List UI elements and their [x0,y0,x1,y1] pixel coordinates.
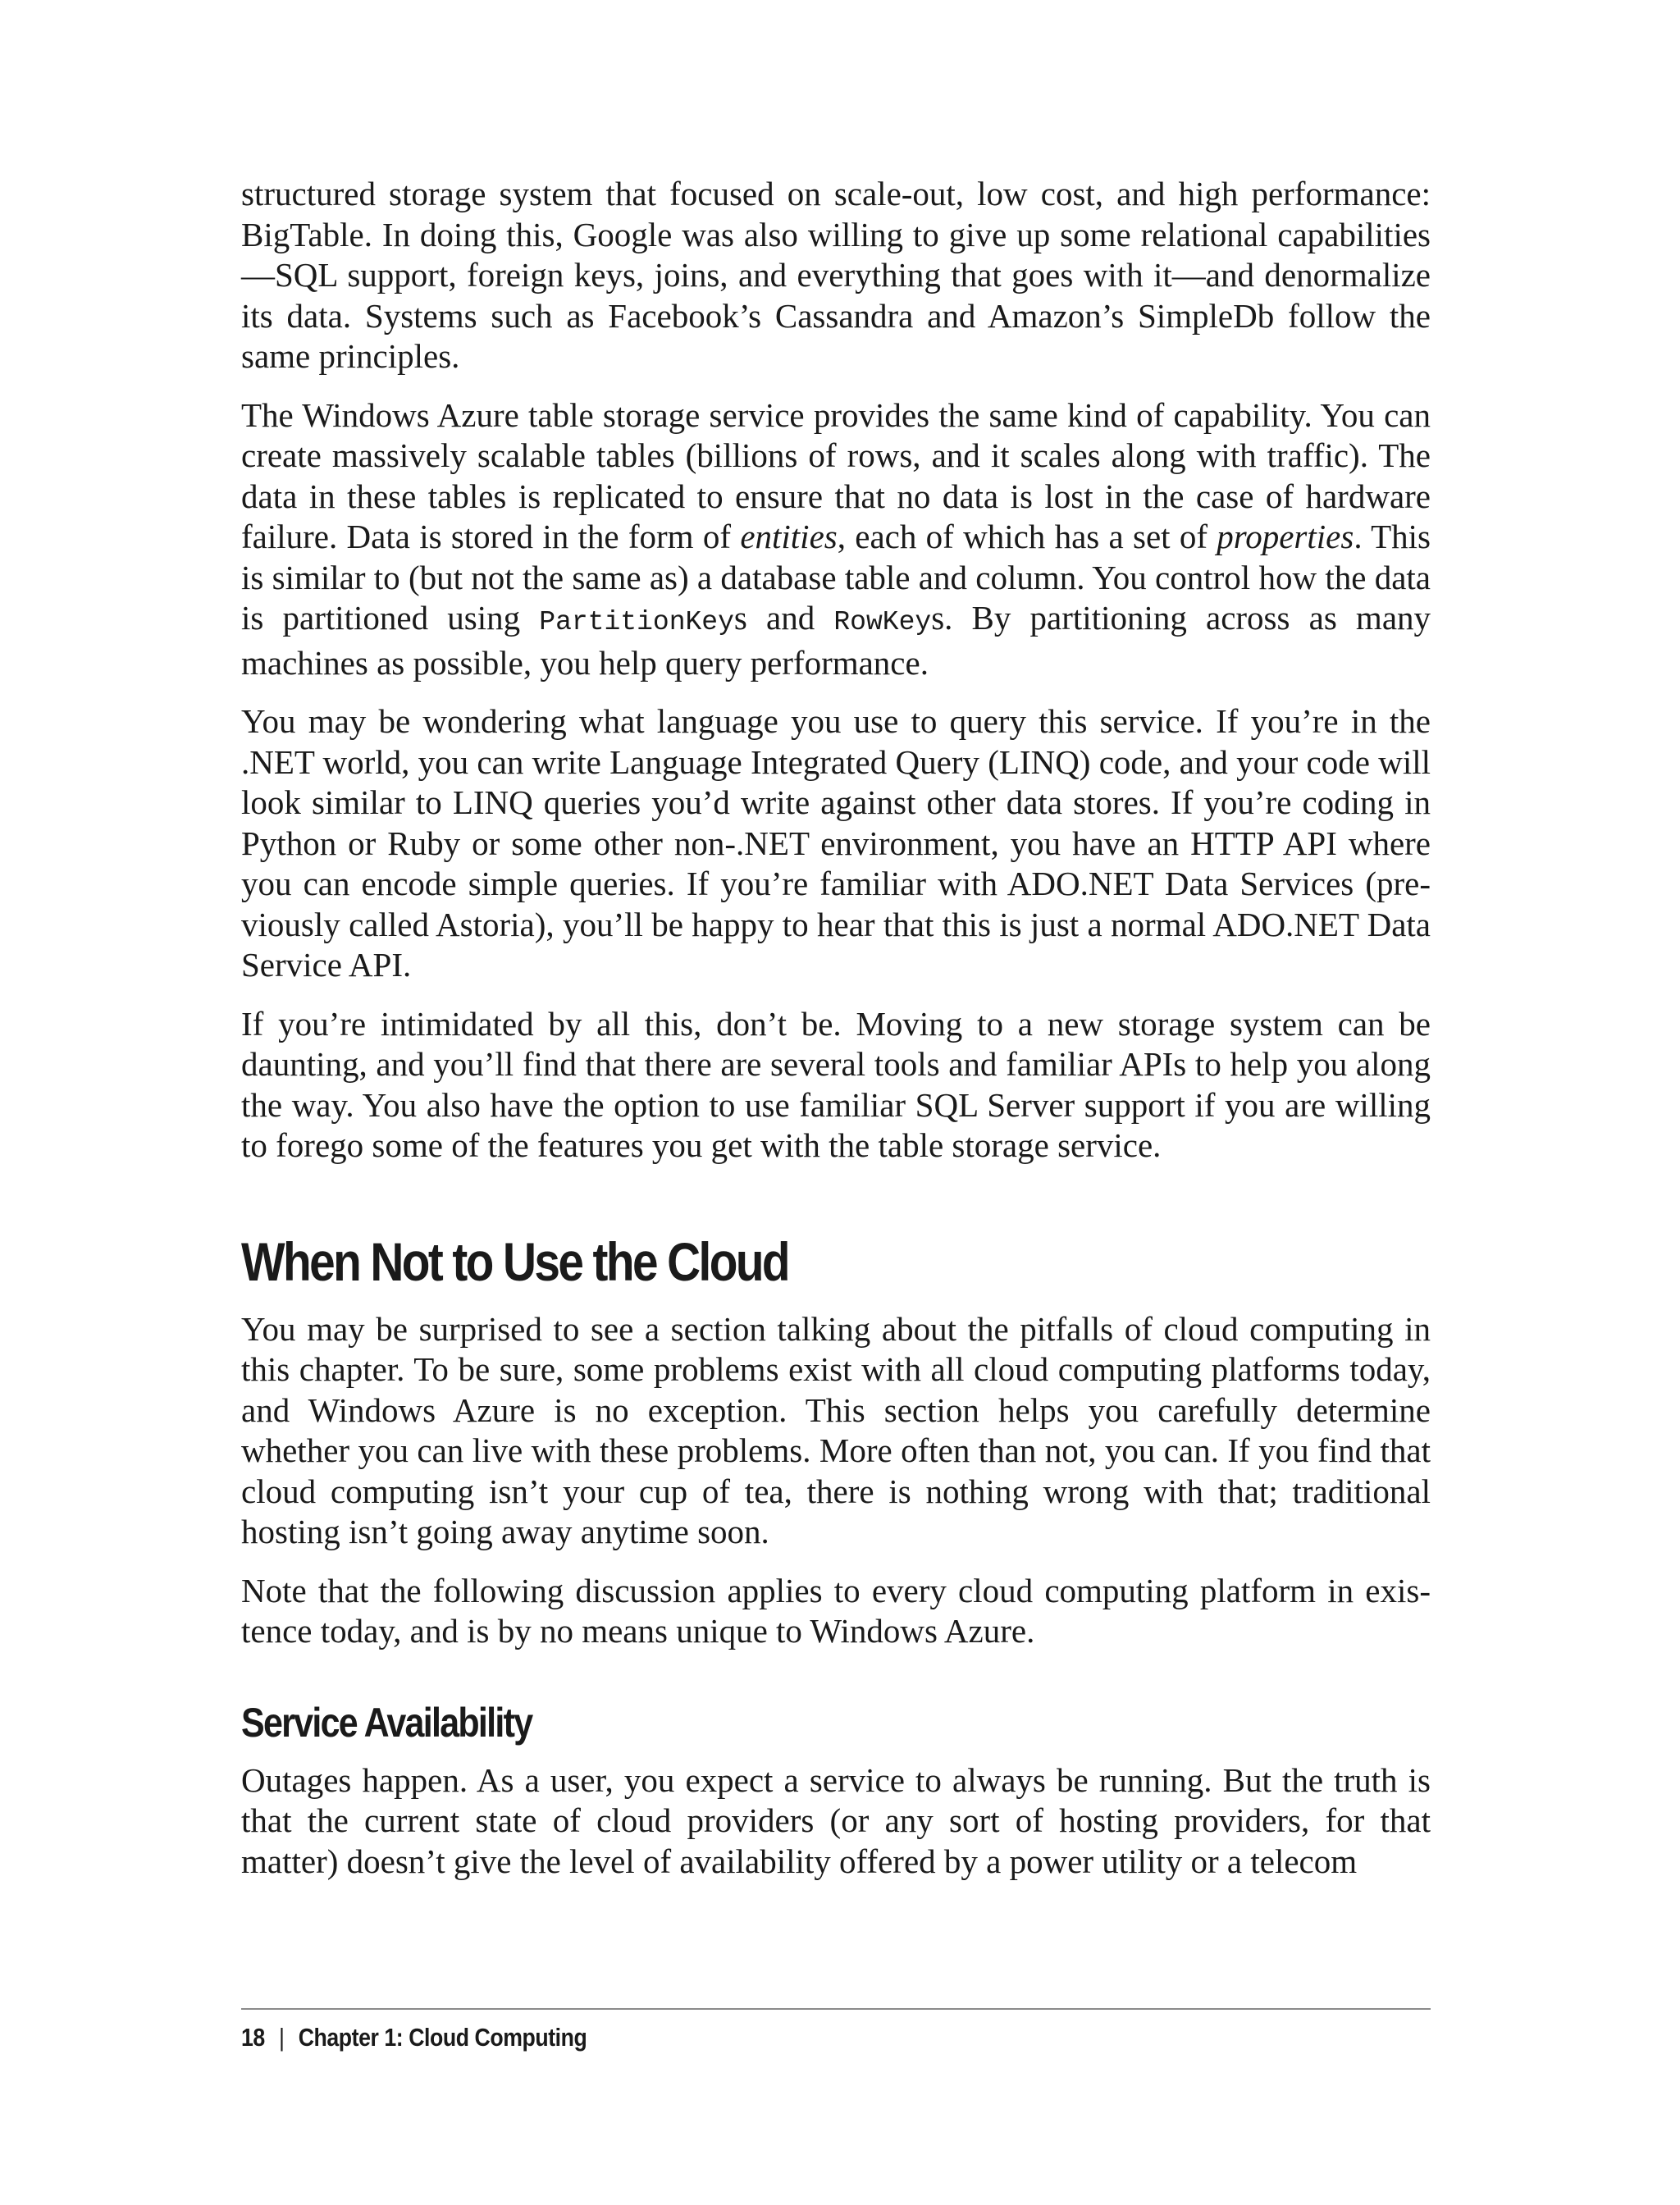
page-footer [241,2008,1431,2052]
code-rowkey: RowKey [833,607,932,637]
text-run: s and [733,599,834,637]
paragraph-intimidated: If you’re intimidated by all this, don’t be. Moving to a new storage system can be daunting, and you’ll find that there are several tools and familiar APIs to help you along the way. You also have the option to use familiar SQL Server support if you are willing to forego some of the features you get with the table storage service. [241,1004,1431,1164]
paragraph-pitfalls: You may be surprised to see a section talking about the pitfalls of cloud computing in this chapter. To be sure, some problems exist with all cloud computing platforms today, and Windows Azure is no exception. This section helps you carefully determine whether you can live with these problems. More often than not, you can. If you find that cloud computing isn’t your cup of tea, there is nothing wrong with that; traditional hosting isn’t going away anytime soon. [241,1309,1431,1550]
emphasis-entities: entities [740,518,838,555]
chapter-title: Chapter 1: Cloud Computing [298,2023,587,2052]
heading-when-not-to-use-cloud: When Not to Use the Cloud [241,1230,789,1292]
footer-separator: | [278,2023,285,2052]
page-body [241,174,1431,1900]
text-run: The Windows Azure table storage service provides the same kind of capability. You can create massively scalable tables (billions of rows, and it scales along with traffic). The data in these tables is replicated to ensure that no data is lost in the case of hardware failure. Data is stored in the form of [241,395,1431,555]
heading-service-availability: Service Availability [241,1699,532,1746]
page-number: 18 [241,2023,265,2052]
text-run: . This is similar to (but not the same as) a database table and column. You control how the data is partitioned using [241,518,1431,637]
paragraph-table-storage [241,395,1431,684]
paragraph-note: Note that the following discussion applies to every cloud computing platform in existence today, and is by no means unique to Windows Azure. [241,1571,1431,1650]
footer-text [241,2023,1264,2052]
paragraph-bigtable: structured storage system that focused on scale-out, low cost, and high performance: BigTable. In doing this, Google was also willing to give up some relational capabilities—SQL support, foreign keys, joins, and everything that goes with it—and denormalize its data. Systems such as Facebook’s Cassandra and Amazon’s SimpleDb follow the same principles. [241,175,1431,375]
paragraph-outages: Outages happen. As a user, you expect a service to always be running. But the truth is that the current state of cloud providers (or any sort of hosting providers, for that matter) doesn’t give the level of availability offered by a power utility or a telecom [241,1760,1431,1880]
text-run: s. By partitioning across as many machines as possible, you help query performance. [241,599,1431,682]
paragraph-query-language: You may be wondering what language you use to query this service. If you’re in the .NET world, you can write Language Integrated Query (LINQ) code, and your code will look similar to LINQ queries you’d write against other data stores. If you’re coding in Python or Ruby or some other non-.NET environment, you have an HTTP API where you can encode simple queries. If you’re familiar with ADO.NET Data Services (previously called Astoria), you’ll be happy to hear that this is just a normal ADO.NET Data Service API. [241,702,1431,984]
footer-divider [241,2008,1431,2010]
emphasis-properties: properties [1217,518,1354,555]
code-partitionkey: PartitionKey [539,607,734,637]
text-run: , each of which has a set of [837,518,1217,555]
